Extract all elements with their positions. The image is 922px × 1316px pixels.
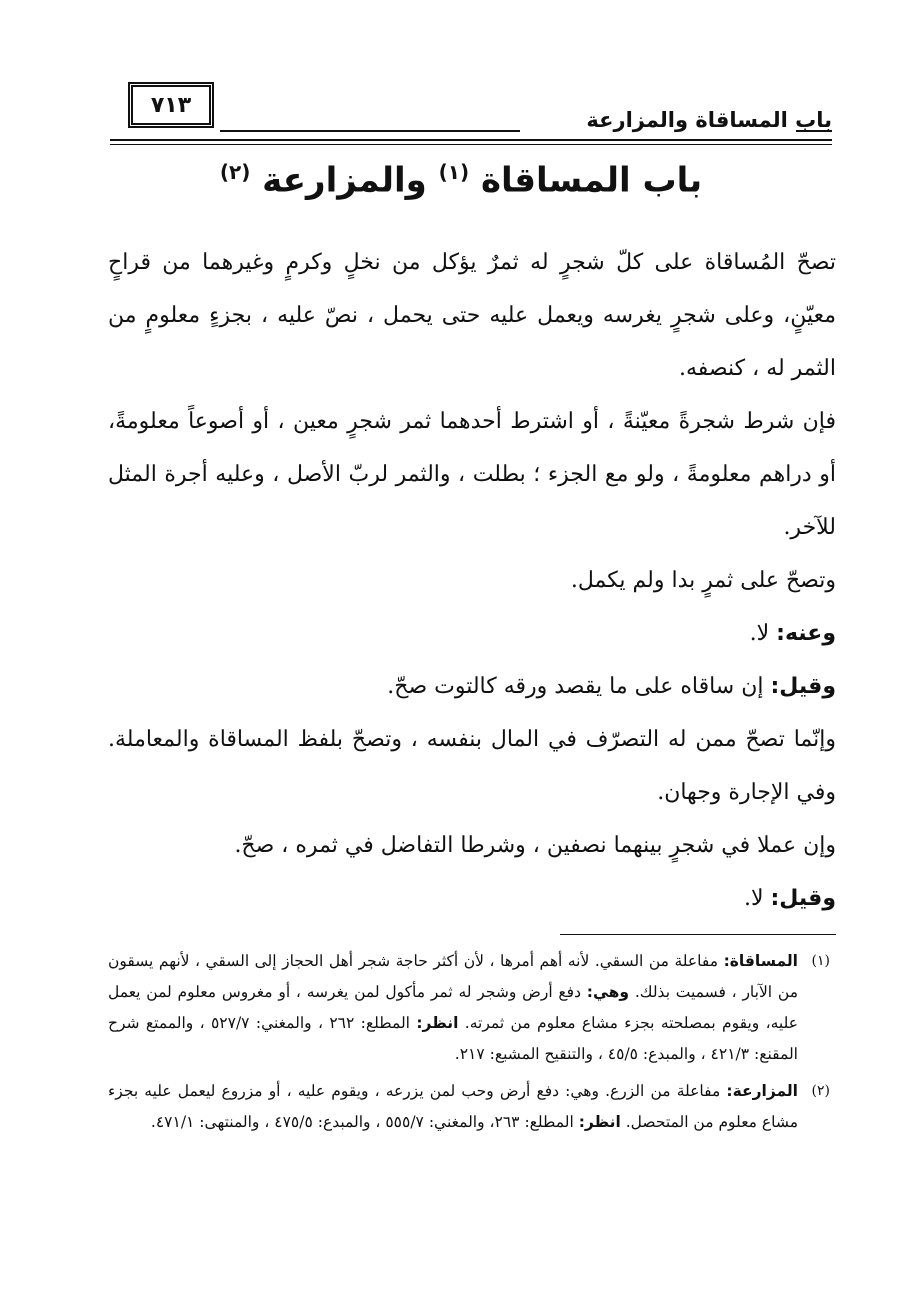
page-number-box [128, 82, 214, 128]
footnote-keyword: المزارعة: [726, 1082, 798, 1100]
paragraph: فإن شرط شجرةً معيّنةً ، أو اشترط أحدهما ثمر شجرٍ معين ، أو أصوعاً معلومةً، أو دراهم معلومةً ، ولو مع الجزء ؛ بطلت ، والثمر لربّ الأصل ، وعليه أجرة المثل للآخر. [108, 409, 836, 540]
footnotes [108, 946, 830, 1144]
footnote-text: دفع أرض وشجر له ثمر مأكول لمن يغرسه ، أو مغروس معلوم لمن يعمل عليه، ويقوم بمصلحته بجزء مشاع معلوم من ثمرته. [108, 983, 798, 1032]
header-dash [796, 130, 832, 132]
paragraph-text: لا. [743, 886, 764, 911]
paragraph: وإن عملا في شجرٍ بينهما نصفين ، وشرطا التفاضل في ثمره ، صحّ. [234, 833, 836, 858]
footnote-1 [108, 946, 830, 1070]
footnote-ref-1[interactable]: (١) [438, 160, 470, 184]
keyword: وقيل: [770, 674, 836, 699]
page-number: ٧١٣ [150, 92, 192, 118]
footnote-2 [108, 1076, 830, 1138]
footnote-separator [560, 934, 836, 935]
footnote-keyword: انظر: [578, 1113, 621, 1131]
keyword: وعنه: [776, 621, 836, 646]
chapter-title [100, 160, 822, 200]
header-rule-thin [110, 144, 832, 145]
footnote-number: (١) [811, 953, 830, 969]
footnote-ref-2[interactable]: (٢) [219, 160, 251, 184]
keyword: وقيل: [770, 886, 836, 911]
paragraph [108, 660, 836, 713]
paragraph: وإنّما تصحّ ممن له التصرّف في المال بنفسه ، وتصحّ بلفظ المساقاة والمعاملة. وفي الإجارة وجهان. [108, 727, 836, 805]
header-leader-line [220, 130, 520, 132]
paragraph [108, 872, 836, 925]
paragraph [108, 607, 836, 660]
paragraph: تصحّ المُساقاة على كلّ شجرٍ له ثمرٌ يؤكل من نخلٍ وكرمٍ وغيرهما من قراحٍ معيّنٍ، وعلى شجرٍ يغرسه ويعمل عليه حتى يحمل ، نصّ عليه ، بجزءٍ معلومٍ من الثمر له ، كنصفه. [108, 250, 836, 381]
header-rule [110, 139, 832, 141]
footnote-text: مفاعلة من الزرع. وهي: دفع أرض وحب لمن يزرعه ، ويقوم عليه ، أو مزروع ليعمل عليه بجزء مشاع معلوم من المتحصل. [108, 1082, 798, 1131]
chapter-title-part2: والمزارعة [262, 160, 427, 201]
footnote-text: المطلع: ٢٦٣، والمغني: ٥٥٥/٧ ، والمبدع: ٤٧٥/٥ ، والمنتهى: ٤٧١/١. [150, 1113, 574, 1131]
footnote-number: (٢) [811, 1083, 830, 1099]
paragraph-text: لا. [749, 621, 770, 646]
footnote-text: المطلع: ٢٦٢ ، والمغني: ٥٢٧/٧ ، والممتع شرح المقنع: ٤٢١/٣ ، والمبدع: ٤٥/٥ ، والتنقيح المشبع: ٢١٧. [108, 1014, 798, 1063]
footnote-keyword: وهي: [586, 983, 630, 1001]
footnote-keyword: المساقاة: [723, 952, 798, 970]
paragraph: وتصحّ على ثمرٍ بدا ولم يكمل. [570, 568, 836, 593]
footnote-text: مفاعلة من السقي. لأنه أهم أمرها ، لأن أكثر حاجة شجر أهل الحجاز إلى السقي ، لأنهم يسقون من الآبار ، فسميت بذلك. [108, 952, 799, 1001]
chapter-title-part1: باب المساقاة [480, 160, 703, 201]
footnote-keyword: انظر: [416, 1014, 459, 1032]
paragraph-text: إن ساقاه على ما يقصد ورقه كالتوت صحّ. [387, 674, 764, 699]
running-title: باب المساقاة والمزارعة [586, 108, 832, 132]
body-text [108, 236, 836, 925]
